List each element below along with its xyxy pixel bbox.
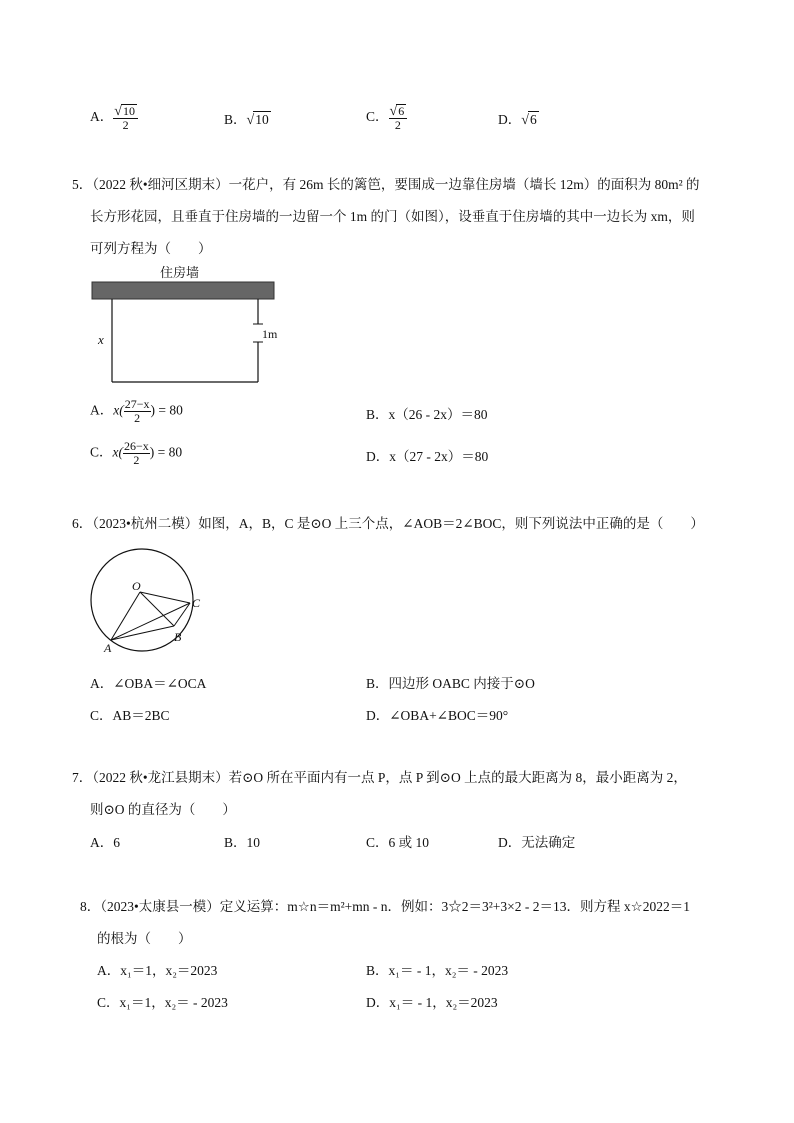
q5-option-b: B．x（26 - 2x）＝80 xyxy=(366,407,488,422)
q7-stem-line1: 7．（2022 秋•龙江县期末）若⊙O 所在平面内有一点 P，点 P 到⊙O 上点的最大距离为 8，最小距离为 2， xyxy=(72,770,687,785)
q4-option-a: A． $\frac{√10}{2}$ xyxy=(90,104,138,132)
q6-option-c: C．AB＝2BC xyxy=(90,708,170,723)
point-b-label: B xyxy=(174,630,182,644)
q6-stem-line1: 6．（2023•杭州二模）如图，A，B，C 是⊙O 上三个点，∠AOB＝2∠BOC，则下列说法中正确的是（ ） xyxy=(72,516,704,531)
side-x-label: x xyxy=(98,332,104,347)
q5-option-c: C．x( $\frac{26-x}{2}$ ) = 80 xyxy=(90,439,183,467)
q6-option-b: B．四边形 OABC 内接于⊙O xyxy=(366,676,535,691)
point-o-label: O xyxy=(132,579,141,593)
q5-option-a: A．x( $\frac{27-x}{2}$ ) = 80 xyxy=(90,397,183,425)
q6-option-a: A．∠OBA＝∠OCA xyxy=(90,676,207,691)
q7-stem-line2: 则⊙O 的直径为（ ） xyxy=(90,802,236,817)
q6-circle-figure xyxy=(86,540,206,660)
q5-stem-line2: 长方形花园，且垂直于住房墙的一边留一个 1m 的门（如图），设垂直于住房墙的其中一边长为 xm，则 xyxy=(90,209,695,224)
q8-option-a: A．x₁＝1，x₂＝2023 xyxy=(97,963,218,978)
point-c-label: C xyxy=(192,596,201,610)
q8-option-c: C．x₁＝1，x₂＝ - 2023 xyxy=(97,995,228,1010)
q5-stem-line1: 5．（2022 秋•细河区期末）一花户，有 26m 长的篱笆，要围成一边靠住房墙（墙长 12m）的面积为 80m² 的 xyxy=(72,177,700,192)
q5-option-d: D．x（27 - 2x）＝80 xyxy=(366,449,489,464)
q7-option-b: B．10 xyxy=(224,835,261,850)
q7-option-c: C．6 或 10 xyxy=(366,835,430,850)
point-a-label: A xyxy=(104,641,112,655)
q4-option-d: D．√6 xyxy=(498,112,537,128)
wall-label: 住房墙 xyxy=(160,266,200,281)
q6-option-d: D．∠OBA+∠BOC＝90° xyxy=(366,708,509,723)
q8-option-d: D．x₁＝ - 1，x₂＝2023 xyxy=(366,995,498,1010)
q4-option-c: C． $\frac{√6}{2}$ xyxy=(366,104,407,132)
q5-garden-figure xyxy=(88,262,288,386)
door-label: 1m xyxy=(262,327,278,341)
house-wall xyxy=(92,282,274,299)
q8-option-b: B．x₁＝ - 1，x₂＝ - 2023 xyxy=(366,963,509,978)
q8-stem-line1: 8．（2023•太康县一模）定义运算：m☆n＝m²+mn - n．例如：3☆2＝3²+3×2 - 2＝13．则方程 x☆2022＝1 xyxy=(80,899,690,914)
q8-stem-line2: 的根为（ ） xyxy=(97,931,192,946)
q7-option-d: D．无法确定 xyxy=(498,835,576,850)
segment-ob xyxy=(140,592,174,626)
segment-oc xyxy=(140,592,190,603)
q7-option-a: A．6 xyxy=(90,835,120,850)
q5-stem-line3: 可列方程为（ ） xyxy=(90,241,212,256)
q4-option-b: B．√10 xyxy=(224,112,269,128)
segment-ab xyxy=(111,626,174,640)
